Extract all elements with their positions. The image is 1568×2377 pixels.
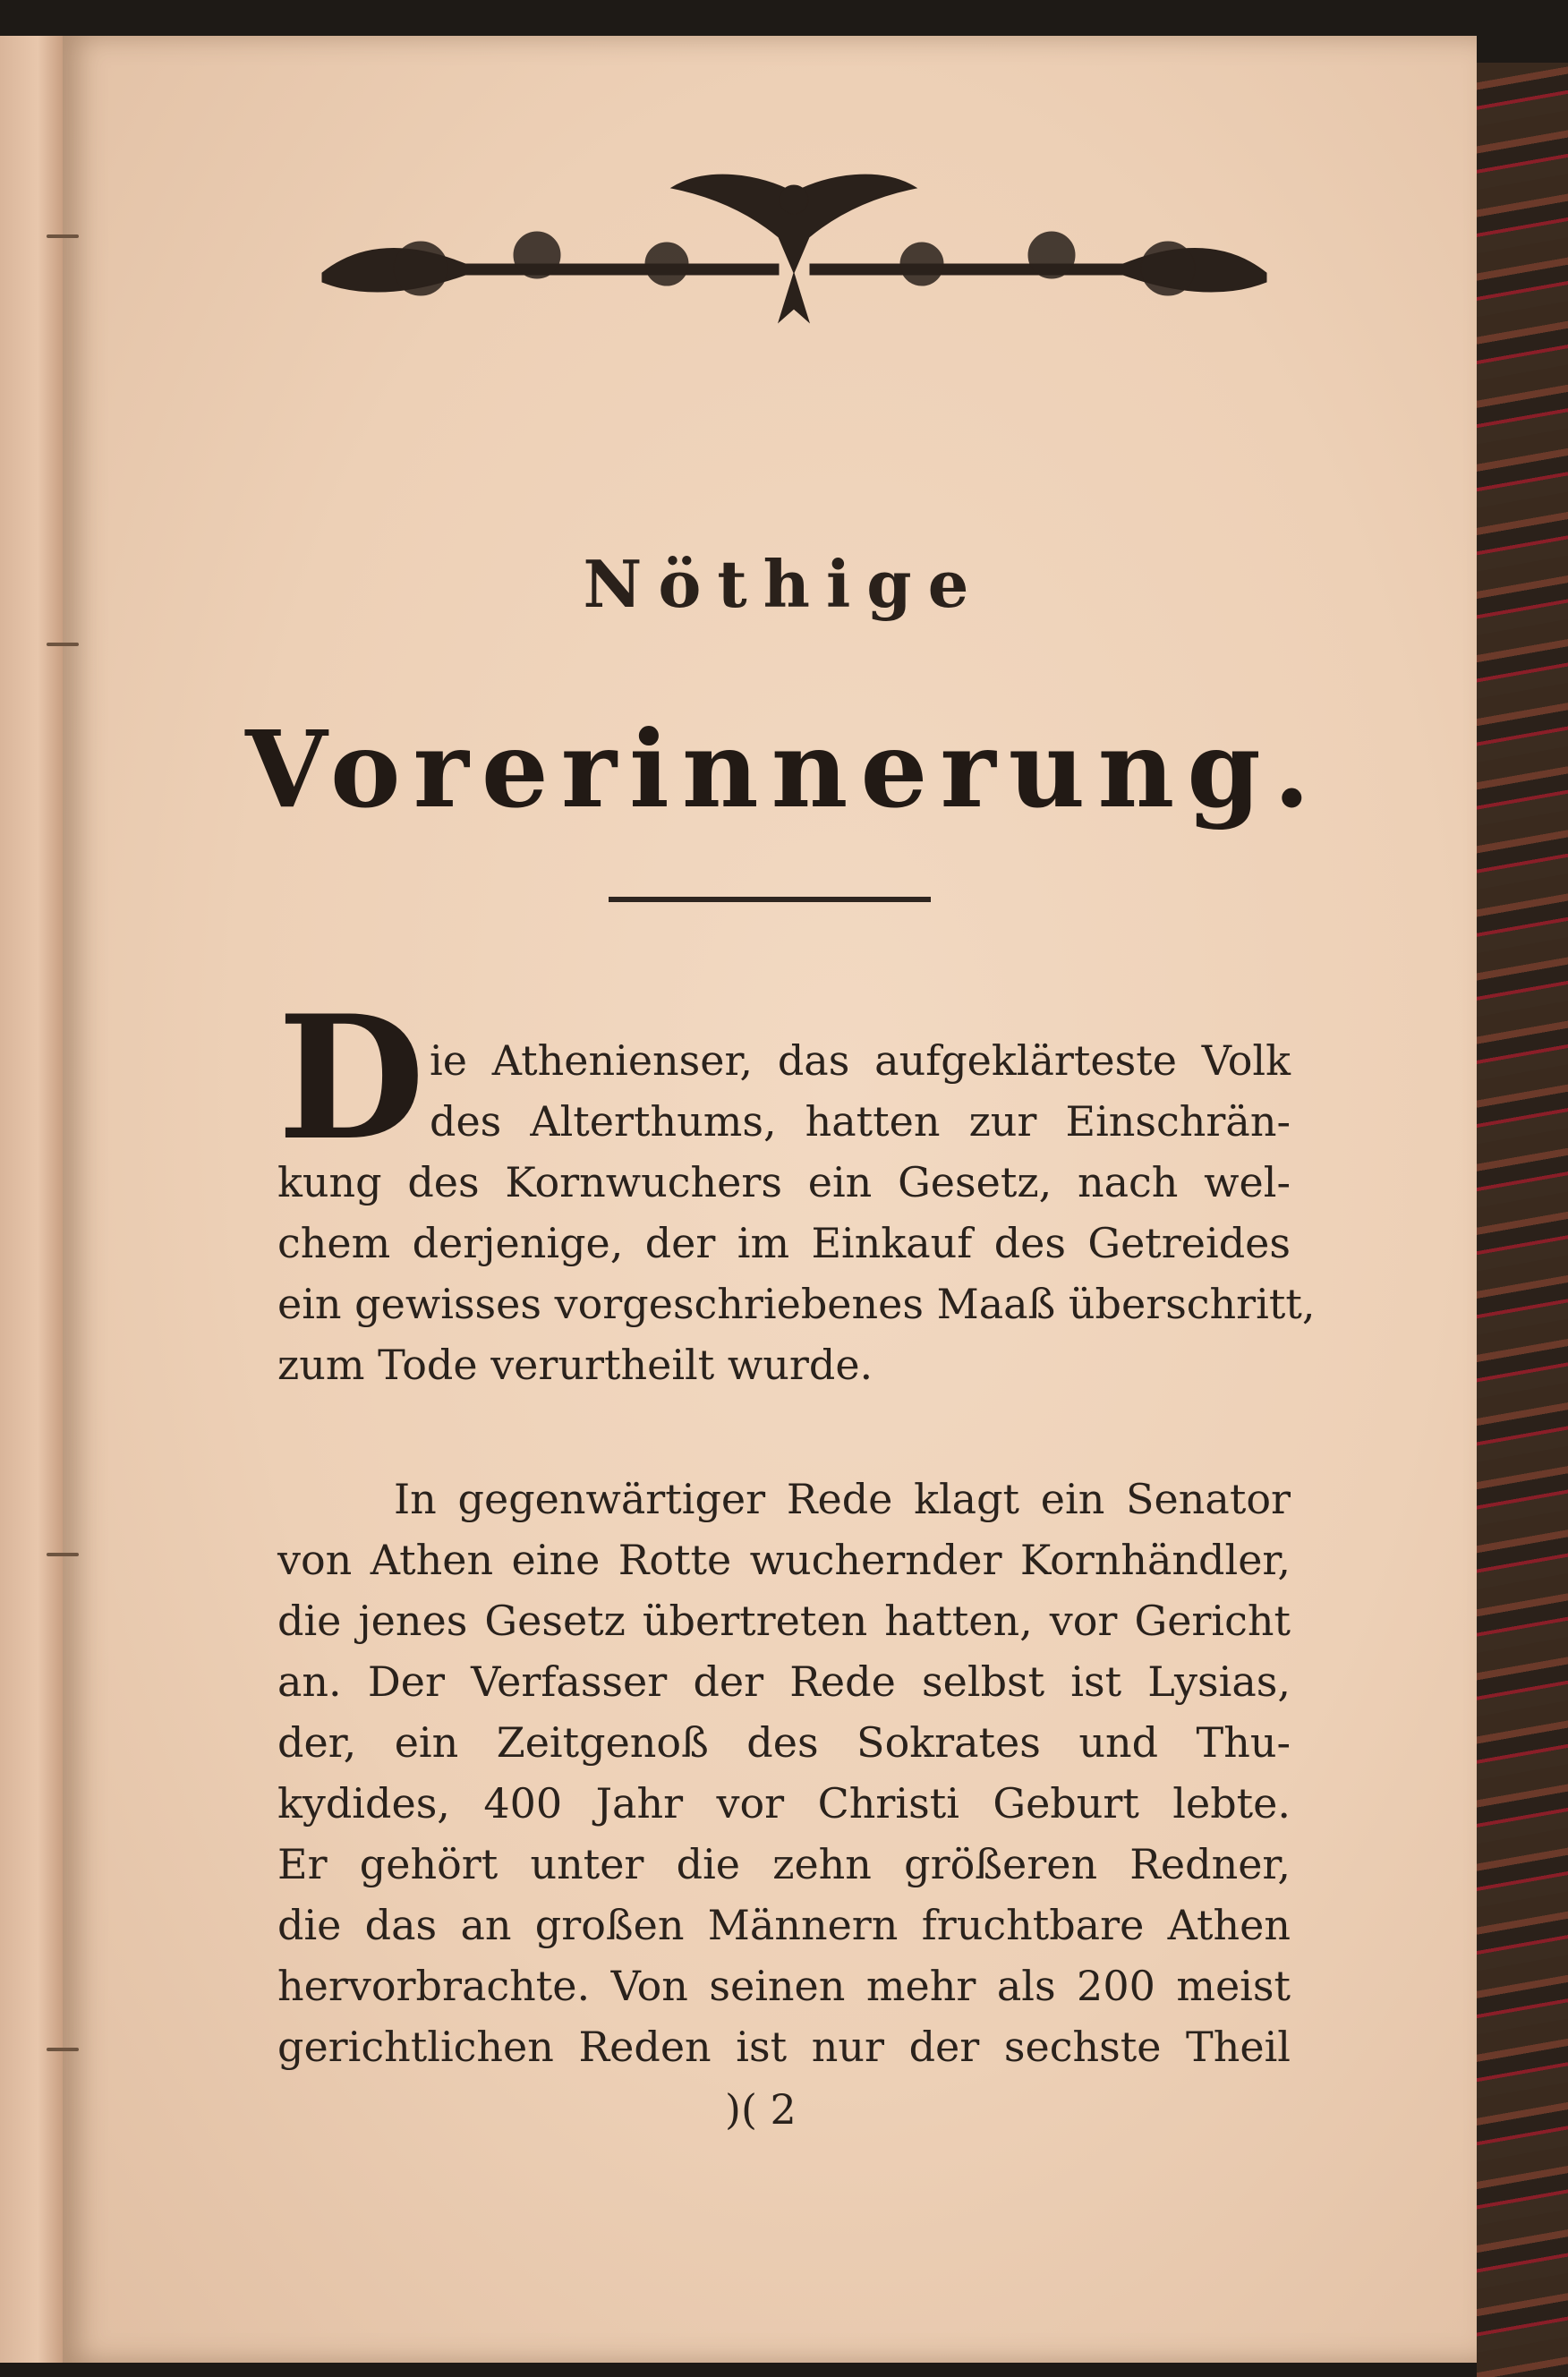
text-line: chem derjenige, der im Einkauf des Getreides [277,1219,1291,1267]
signature-mark: )( 2 [725,2085,797,2134]
eagle-ornament-icon [313,166,1275,336]
stitch-mark [47,643,79,646]
text-line: die das an großen Männern fruchtbare Athen [277,1901,1291,1949]
text-line: von Athen eine Rotte wuchernder Kornhändler, [277,1536,1291,1584]
drop-cap: D [277,978,425,1178]
heading-large: Vorerinnerung. [245,707,1323,831]
text-line: gerichtlichen Reden ist nur der sechste Theil [277,2023,1291,2071]
text-line: ein gewisses vorgeschriebenes Maaß überschritt, [277,1280,1316,1328]
divider-rule [609,897,931,902]
text-line: Er gehört unter die zehn größeren Redner, [277,1840,1291,1888]
text-line: des Alterthums, hatten zur Einschrän- [430,1097,1291,1146]
stitch-mark [47,1553,79,1556]
text-line: die jenes Gesetz übertreten hatten, vor Gericht [277,1597,1291,1645]
facing-page-edge [0,36,63,2363]
text-line: kydides, 400 Jahr vor Christi Geburt lebte. [277,1779,1291,1827]
text-line: hervorbrachte. Von seinen mehr als 200 meist [277,1962,1291,2010]
heading-small: Nöthige [583,546,985,622]
book-binding [1477,63,1568,2377]
text-line: der, ein Zeitgenoß des Sokrates und Thu- [277,1718,1291,1767]
text-line: an. Der Verfasser der Rede selbst ist Lysias, [277,1657,1291,1706]
stitch-mark [47,2048,79,2051]
text-line: In gegenwärtiger Rede klagt ein Senator [394,1475,1291,1523]
text-line: zum Tode verurtheilt wurde. [277,1341,873,1389]
text-line: kung des Kornwuchers ein Gesetz, nach wel- [277,1158,1291,1206]
text-line: ie Athenienser, das aufgeklärteste Volk [430,1036,1291,1085]
stitch-mark [47,234,79,238]
